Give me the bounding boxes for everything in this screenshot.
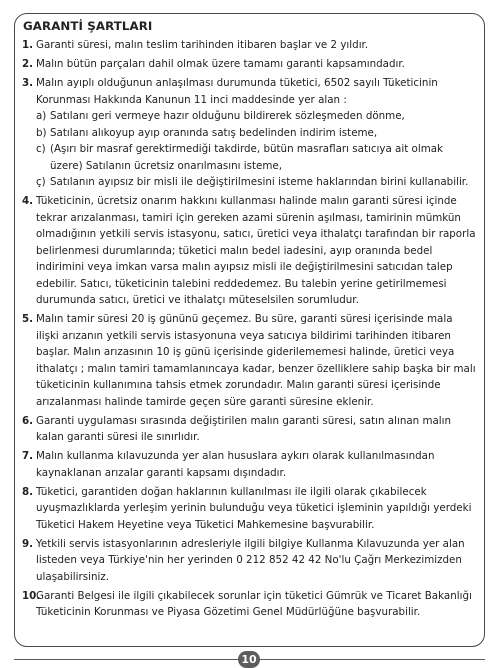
item-text: Malın ayıplı olduğunun anlaşılması durumunda tüketici, 6502 sayılı Tüketicinin Korunması Hakkında Kanunun 11 inci maddesinde yer alan : — [36, 77, 438, 106]
terms-list — [22, 37, 476, 621]
page-title: GARANTİ ŞARTLARI — [23, 19, 153, 33]
subitem-b — [36, 125, 476, 142]
term-item-6 — [22, 413, 476, 446]
item-number: 5. — [22, 313, 34, 325]
subitem-letter: b) — [36, 126, 47, 139]
term-item-8 — [22, 484, 476, 534]
subitem-text: Satılanı geri vermeye hazır olduğunu bildirerek sözleşmeden dönme, — [50, 110, 405, 122]
item-number: 6. — [22, 414, 34, 427]
item-number: 4. — [22, 195, 34, 207]
item-number: 3. — [22, 77, 34, 89]
item-number: 2. — [22, 58, 34, 70]
term-item-3 — [22, 75, 476, 191]
term-item-2 — [22, 56, 476, 73]
item-text: Garanti süresi, malın teslim tarihinden itibaren başlar ve 2 yıldır. — [36, 39, 369, 51]
page-footer — [0, 651, 500, 668]
subitem-letter: c) — [36, 143, 46, 155]
item-number: 10. — [22, 589, 41, 602]
subitem-text: Satılanı alıkoyup ayıp oranında satış bedelinden indirim isteme, — [50, 126, 378, 139]
term-item-4 — [22, 193, 476, 309]
item-text: Garanti Belgesi ile ilgili çıkabilecek sorunlar için tüketici Gümrük ve Ticaret Bakanlığı Tüketicinin Korunması ve Piyasa Gözetimi Genel Müdürlüğüne başvurabilir. — [36, 589, 472, 618]
item-number: 1. — [22, 39, 34, 51]
item-number: 8. — [22, 485, 34, 498]
subitem-text: (Aşırı bir masraf gerektirmediği takdirde, bütün masrafları satıcıya ait olmak üzere) Satılanın ücretsiz onarılmasını isteme, — [50, 143, 443, 172]
item-text: Malın kullanma kılavuzunda yer alan hususlara aykırı olarak kullanılmasından kaynaklanan arızalar garanti kapsamı dışındadır. — [36, 450, 435, 479]
item-number: 9. — [22, 537, 34, 550]
item-text: Yetkili servis istasyonlarının adresleriyle ilgili bilgiye Kullanma Kılavuzunda yer alan listeden veya Türkiye'nin her yerinden 0 212 852 42 42 No'lu Çağrı Merkezimizden ulaşabilirsiniz. — [36, 537, 465, 583]
item-number: 7. — [22, 450, 34, 462]
warranty-terms — [22, 17, 476, 623]
term-item-10 — [22, 588, 476, 621]
term-item-9 — [22, 536, 476, 586]
item-text: Garanti uygulaması sırasında değiştirilen malın garanti süresi, satın alınan malın kalan garanti süresi ile sınırlıdır. — [36, 414, 452, 443]
page-number: 10 — [238, 651, 260, 668]
term-item-1 — [22, 37, 476, 54]
item-text: Tüketici, garantiden doğan haklarının kullanılması ile ilgili olarak çıkabilecek uyuşmazlıklarda yerleşim yerinin bulunduğu veya tüketici işleminin yapıldığı yerdeki Tüketici Hakem Heyetine veya Tüketici Mahkemesine başvurabilir. — [36, 485, 472, 531]
item-text: Malın bütün parçaları dahil olmak üzere tamamı garanti kapsamındadır. — [36, 58, 405, 70]
subitem-letter: ç) — [36, 176, 46, 188]
term-item-7 — [22, 448, 476, 481]
subitem-c-cedilla — [36, 174, 476, 191]
term-item-5 — [22, 311, 476, 410]
subitem-c — [36, 141, 476, 174]
item-text: Malın tamir süresi 20 iş gününü geçemez. Bu süre, garanti süresi içerisinde mala ilişki arızanın yetkili servis istasyonuna veya satıcıya bildirimi tarihinden itibaren başlar. Malın arızasının 10 iş günü içerisinde giderilememesi halinde, üretici veya ithalatçı ; malın tamiri tamamlanıncaya kadar, benzer özelliklere sahip başka bir malı tüketicinin kullanımına tahsis etmek zorundadır. Malın garanti süresi içerisinde arızalanması halinde tamirde geçen süre garanti süresine eklenir. — [36, 313, 476, 408]
item-text: Tüketicinin, ücretsiz onarım hakkını kullanması halinde malın garanti süresi içinde tekrar arızalanması, tamiri için gereken azami sürenin aşılması, tamirinin mümkün olmadığının yetkili servis istasyonu, satıcı, üretici veya ithalatçı tarafından bir raporla belirlenmesi durumlarında; tüketici malın bedel iadesini, ayıp oranında bedel indirimini veya imkan varsa malın ayıpsız misli ile değiştirilmesini satıcıdan talep edebilir. Satıcı, tüketicinin talebini reddedemez. Bu talebin yerine getirilmemesi durumunda satıcı, üretici ve ithalatçı müteselsilen sorumludur. — [36, 195, 476, 306]
subitem-letter: a) — [36, 110, 47, 122]
subitem-text: Satılanın ayıpsız bir misli ile değiştirilmesini isteme haklarından birini kullanabilir. — [50, 176, 469, 188]
subitem-a — [36, 108, 476, 125]
